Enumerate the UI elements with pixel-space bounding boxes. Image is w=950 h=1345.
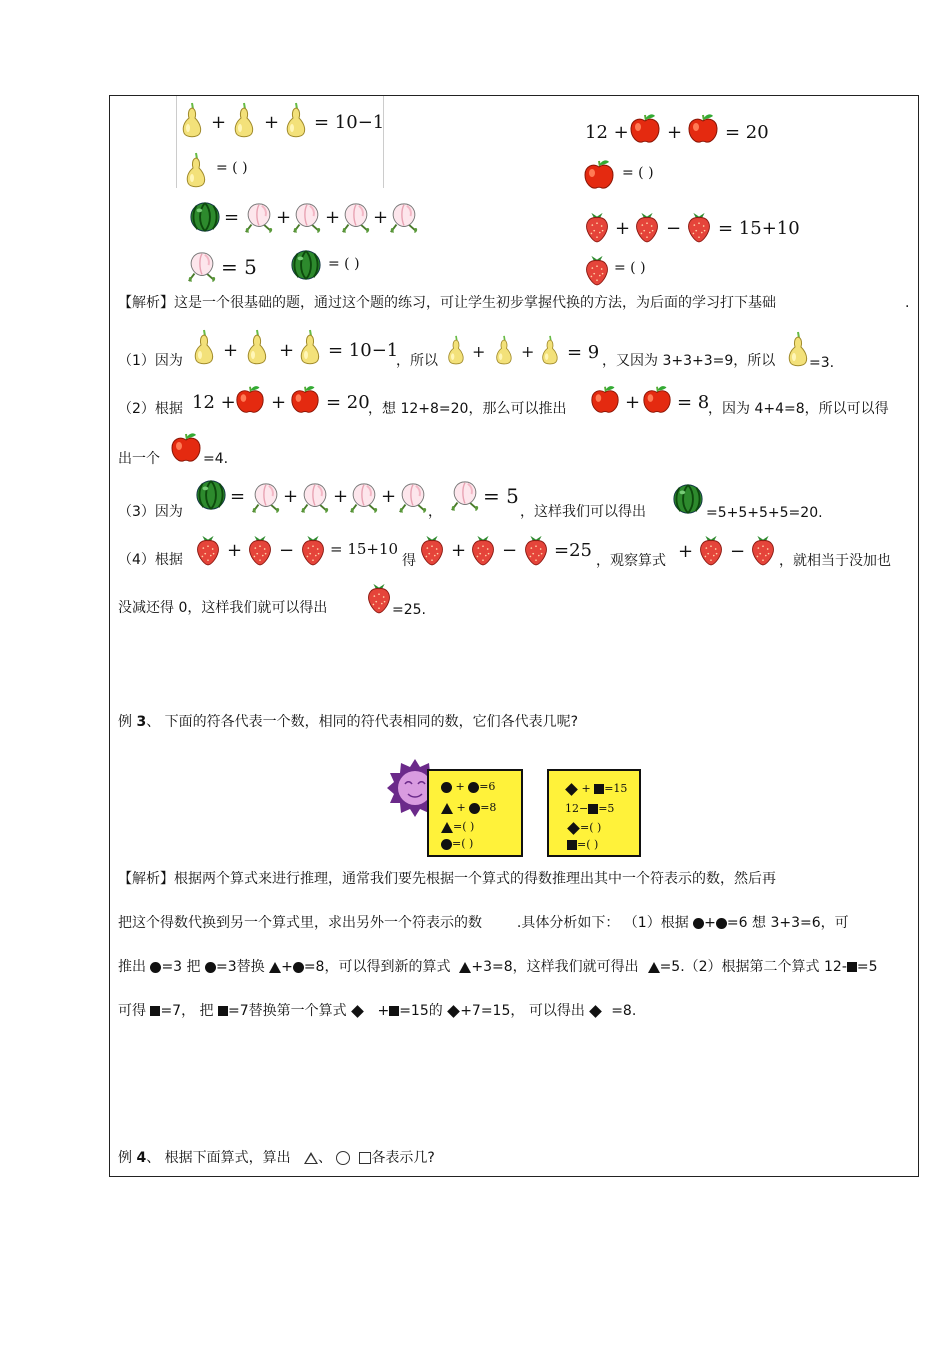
p3-eq-eq: = <box>230 486 246 507</box>
example4-text: 、 根据下面算式，算出 <box>146 1150 291 1166</box>
triangle-icon <box>441 803 453 814</box>
apple-icon <box>628 111 662 145</box>
example4-prefix: 例 <box>118 1150 137 1166</box>
plus-sign: + <box>211 112 227 133</box>
peach-icon <box>243 200 275 236</box>
strawberry-icon <box>469 531 497 567</box>
card2-line3 <box>567 821 601 834</box>
plus-sign: + <box>271 392 287 413</box>
minus-sign: − <box>666 218 682 239</box>
ex3-text: =5.（2）根据第二个算式 12- <box>659 959 847 975</box>
p4-tail: ，就相当于没加也 <box>779 553 891 569</box>
circle-icon <box>716 918 727 929</box>
watermelon-icon <box>672 483 704 515</box>
square-icon <box>594 784 604 794</box>
plus-sign: + <box>373 207 389 228</box>
p1-also: ，又因为 3+3+3=9，所以 <box>602 353 776 369</box>
minus-sign: − <box>730 541 746 562</box>
pear-icon <box>245 328 269 366</box>
ex3-analysis-line1: 【解析】根据两个算式来进行推理，通常我们要先根据一个算式的得数推理出其中一个符表示的数，然后再 <box>118 871 776 887</box>
apple-icon <box>169 430 203 464</box>
p1-eq-rhs: = 10−1 <box>328 340 399 361</box>
hollow-square-icon <box>359 1152 371 1164</box>
ex3-analysis-line3: 推出 =3 把 =3替换 + =8，可以得到新的算式 +3=8，这样我们就可得出 =5.（2）根据第二个算式 12- =5 <box>118 959 878 975</box>
p2-eq2-rhs: = 8 <box>677 392 710 413</box>
plus-sign: + <box>451 540 467 561</box>
ex3-text: =7替换第一个算式 <box>228 1003 347 1019</box>
p1-eq2-rhs: = 9 <box>567 342 600 363</box>
apple-icon <box>589 383 621 415</box>
peach-icon <box>250 480 282 516</box>
hollow-circle-icon <box>336 1151 350 1165</box>
p3-label: （3）因为 <box>118 504 183 520</box>
strawberry-icon <box>697 531 725 567</box>
pear-icon <box>192 328 216 366</box>
strawberry-icon <box>299 531 327 567</box>
apple-eq1-rhs: = 20 <box>725 122 769 143</box>
p4-label: （4）根据 <box>118 552 183 568</box>
circle-icon <box>293 962 304 973</box>
peach-icon <box>397 480 429 516</box>
circle-icon <box>150 962 161 973</box>
plus-sign: + <box>521 342 535 361</box>
apple-icon <box>289 383 321 415</box>
plus-sign: + <box>678 541 694 562</box>
square-icon <box>150 1006 160 1016</box>
apple-icon <box>234 383 266 415</box>
card2-val2: 12− <box>565 802 589 815</box>
diamond-icon <box>567 822 580 835</box>
watermelon-icon <box>290 249 322 281</box>
strawberry-icon <box>246 531 274 567</box>
ex3-text: .具体分析如下： （1）根据 <box>516 915 689 931</box>
plus-sign: + <box>325 207 341 228</box>
card1-line3 <box>441 820 474 833</box>
ex3-text: =3 把 <box>161 959 201 975</box>
plus-sign: + <box>264 112 280 133</box>
equation-card-2 <box>547 769 641 857</box>
diamond-icon <box>447 1005 460 1018</box>
card1-line2: + =8 <box>441 801 496 814</box>
strawberry-icon <box>685 208 713 244</box>
example4-end: 各表示几? <box>371 1150 435 1166</box>
circle-icon <box>469 803 480 814</box>
peach-icon <box>449 478 481 514</box>
pear-icon <box>232 101 256 139</box>
apple-icon <box>582 157 616 191</box>
pear-icon <box>180 101 204 139</box>
strawberry-icon <box>633 208 661 244</box>
p2-label: （2）根据 <box>118 401 183 417</box>
plus-sign: + <box>223 340 239 361</box>
watermelon-icon <box>189 201 221 233</box>
p2-eq-lhs: 12 + <box>192 392 236 413</box>
diamond-icon <box>565 783 578 796</box>
plus-sign: + <box>283 486 299 507</box>
square-icon <box>567 840 577 850</box>
ex3-text: +7=15， 可以得出 <box>460 1003 585 1019</box>
card2-val3: =5 <box>598 802 615 815</box>
apple-eq1-lhs: 12 + <box>585 122 629 143</box>
plus-sign: + <box>472 342 486 361</box>
strawberry-icon <box>749 531 777 567</box>
pear-icon <box>540 334 560 366</box>
ex3-text: 可得 <box>118 1003 146 1019</box>
p3-mid: ，这样我们可以得出 <box>520 504 646 520</box>
p4-eq2-rhs: =25 <box>554 540 592 561</box>
strawberry-eq1-rhs: = 15+10 <box>718 218 800 239</box>
pear-icon <box>786 330 810 368</box>
p3-peach: = 5 <box>483 484 519 508</box>
pear-icon <box>494 334 514 366</box>
peach-icon <box>348 480 380 516</box>
peach-icon <box>340 200 372 236</box>
card2-val4: =( ) <box>580 821 602 834</box>
card1-val4: =( ) <box>452 837 474 850</box>
triangle-icon <box>269 962 281 973</box>
p1-so: ，所以 <box>396 353 438 369</box>
peach-icon <box>388 200 420 236</box>
ex3-text: =7， 把 <box>160 1003 214 1019</box>
p4-line2: 没减还得 0，这样我们就可以得出 <box>118 600 328 616</box>
p3-end: =5+5+5+5=20. <box>706 505 823 521</box>
example3-title <box>118 713 578 731</box>
circle-icon <box>441 839 452 850</box>
card1-line4 <box>441 837 473 850</box>
p4-end: =25. <box>392 602 426 618</box>
circle-icon <box>441 782 452 793</box>
p2-end: =4. <box>203 451 229 467</box>
card2-val5: =( ) <box>577 838 599 851</box>
example3-prefix: 例 <box>118 714 137 730</box>
peach-icon <box>186 249 218 285</box>
analysis1-intro: 【解析】这是一个很基础的题，通过这个题的练习，可让学生初步掌握代换的方法，为后面的学习打下基础 <box>118 295 776 311</box>
ex3-text: +3=8，这样我们就可得出 <box>471 959 639 975</box>
plus-sign: + <box>333 486 349 507</box>
square-icon <box>389 1006 399 1016</box>
p1-label: （1）因为 <box>118 353 183 369</box>
plus-sign: + <box>615 218 631 239</box>
peach-icon <box>299 480 331 516</box>
strawberry-icon <box>522 531 550 567</box>
card1-line1: + =6 <box>441 780 495 793</box>
p2-eq-rhs: = 20 <box>326 392 370 413</box>
apple-eq2: = ( ) <box>622 165 654 181</box>
example4-title <box>118 1149 435 1167</box>
ex3-text: =15的 <box>399 1003 443 1019</box>
p2-tail: ，因为 4+4=8，所以可以得 <box>708 401 889 417</box>
p2-line2: 出一个 <box>118 451 160 467</box>
pear-eq2: = ( ) <box>216 160 248 176</box>
minus-sign: − <box>279 540 295 561</box>
square-icon <box>847 962 857 972</box>
strawberry-icon <box>365 579 393 615</box>
diamond-icon <box>589 1005 602 1018</box>
diamond-icon <box>351 1005 364 1018</box>
ex3-text: 把这个得数代换到另一个算式里，求出另外一个符表示的数 <box>118 915 482 931</box>
plus-sign: + <box>381 486 397 507</box>
card2-line4 <box>567 838 598 851</box>
hollow-triangle-icon <box>304 1152 318 1164</box>
melon-eq1-eq: = <box>224 207 240 228</box>
ex3-text: =8，可以得到新的算式 <box>303 959 451 975</box>
triangle-icon <box>459 962 471 973</box>
pear-icon <box>446 334 466 366</box>
ex3-text: =8. <box>611 1003 637 1019</box>
example4-sep: 、 <box>318 1150 333 1166</box>
card1-val1: =6 <box>479 780 496 793</box>
pear-icon <box>298 328 322 366</box>
p3-comma: ， <box>428 504 442 520</box>
ex3-analysis-line2: 把这个得数代换到另一个算式里，求出另外一个符表示的数 .具体分析如下： （1）根据 + =6 想 3+3=6，可 <box>118 915 849 931</box>
plus-sign: + <box>667 122 683 143</box>
triangle-icon <box>441 822 453 833</box>
example3-text: 、 下面的符各代表一个数，相同的符代表相同的数，它们各代表几呢? <box>146 714 579 730</box>
circle-icon <box>205 962 216 973</box>
watermelon-icon <box>195 479 227 511</box>
plus-sign: + <box>276 207 292 228</box>
plus-sign: + <box>625 392 641 413</box>
melon-eq2: = ( ) <box>328 256 360 272</box>
equation-card-1 <box>427 769 523 857</box>
apple-icon <box>641 383 673 415</box>
ex3-text: =6 想 3+3=6，可 <box>726 915 849 931</box>
ex3-text: =5 <box>856 959 878 975</box>
card2-line2 <box>565 802 614 815</box>
p4-de: 得 <box>402 553 416 569</box>
strawberry-icon <box>583 208 611 244</box>
square-icon <box>218 1006 228 1016</box>
apple-icon <box>686 111 720 145</box>
p4-observe: ，观察算式 <box>596 553 666 569</box>
strawberry-eq2: = ( ) <box>614 260 646 276</box>
plus-sign: + <box>227 540 243 561</box>
example3-number: 3 <box>136 714 147 730</box>
ex3-analysis-line4: 可得 =7， 把 =7替换第一个算式 + =15的 +7=15， 可以得出 =8. <box>118 1003 637 1019</box>
strawberry-icon <box>418 531 446 567</box>
triangle-icon <box>648 962 660 973</box>
card2-val1: =15 <box>604 782 628 795</box>
card1-val3: =( ) <box>453 820 475 833</box>
strawberry-icon <box>194 531 222 567</box>
plus-sign: + <box>279 340 295 361</box>
p4-eq-rhs: = 15+10 <box>330 540 399 558</box>
strawberry-icon <box>583 251 611 287</box>
p2-mid: ，想 12+8=20，那么可以推出 <box>368 401 567 417</box>
p1-end: =3. <box>809 355 835 371</box>
square-icon <box>588 804 598 814</box>
circle-icon <box>468 782 479 793</box>
card1-val2: =8 <box>480 801 497 814</box>
peach-icon <box>291 200 323 236</box>
ex3-text: =3替换 <box>216 959 265 975</box>
pear-icon <box>184 151 208 189</box>
pear-icon <box>284 101 308 139</box>
peach-eq: = 5 <box>221 255 257 279</box>
ex3-text: 推出 <box>118 959 146 975</box>
minus-sign: − <box>502 540 518 561</box>
pear-eq1-rhs: = 10−1 <box>314 112 385 133</box>
example4-number: 4 <box>136 1150 147 1166</box>
analysis1-intro-dot: . <box>905 295 910 311</box>
circle-icon <box>693 918 704 929</box>
card2-line1: + =15 <box>565 782 627 795</box>
